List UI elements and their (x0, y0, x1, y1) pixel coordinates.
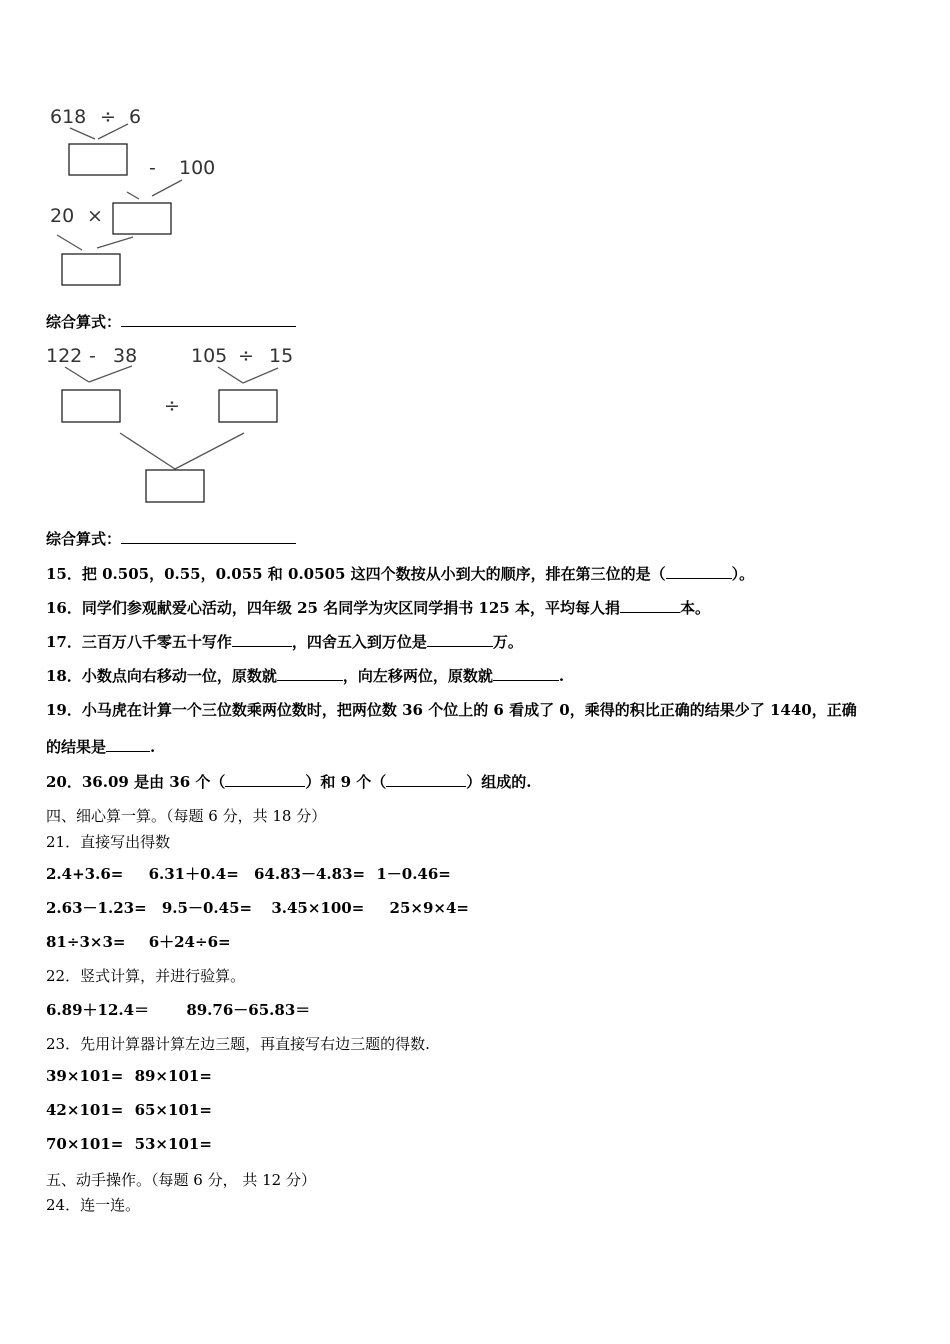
section-5-heading: 五、动手操作。（每题 6 分， 共 12 分） (46, 1171, 316, 1189)
q23-item: 39×101= (46, 1067, 124, 1085)
q19-text-line2a: 的结果是 (46, 738, 107, 756)
q18-blank-1[interactable] (277, 665, 343, 681)
q21-item: 2.4+3.6= (46, 865, 124, 883)
q21-item: 9.5－0.45= (161, 899, 253, 917)
q20-text-c: ）组成的. (466, 773, 532, 791)
formula-label-2: 综合算式： (46, 530, 122, 548)
d2-left-b: 38 (113, 345, 138, 367)
q18-text-a: 18．小数点向右移动一位，原数就 (46, 667, 277, 685)
d1-low-op: × (87, 205, 103, 227)
q22-item: 6.89＋12.4＝ (46, 1001, 150, 1019)
question-19-line-1 (46, 699, 857, 720)
q21-title: 21．直接写出得数 (46, 833, 171, 851)
q17-text-b: ，四舍五入到万位是 (291, 633, 427, 651)
q23-item: 42×101= (46, 1101, 124, 1119)
q20-text-a: 20．36.09 是由 36 个（ (46, 773, 226, 791)
q21-row-1 (46, 863, 451, 884)
q19-text-line2b: . (150, 738, 156, 756)
q18-text-c: . (558, 667, 565, 685)
formula-line-2 (46, 528, 296, 549)
q21-item: 1－0.46= (376, 865, 451, 883)
q23-item: 65×101= (134, 1101, 212, 1119)
q24-title: 24．连一连。 (46, 1196, 141, 1214)
question-16 (46, 597, 710, 618)
q23-item: 53×101= (134, 1135, 212, 1153)
q17-blank-2[interactable] (427, 631, 493, 647)
q22-item: 89.76－65.83＝ (186, 1001, 311, 1019)
q15-blank[interactable] (666, 563, 732, 579)
d1-low-left: 20 (50, 205, 75, 227)
q23-row-2 (46, 1101, 212, 1119)
d2-box-right (219, 390, 277, 422)
question-20 (46, 771, 532, 792)
q20-text-b: ）和 9 个（ (305, 773, 387, 791)
d2-box-left (62, 390, 120, 422)
diagram-2 (0, 0, 950, 520)
q23-title: 23．先用计算器计算左边三题，再直接写右边三题的得数. (46, 1035, 430, 1053)
d2-box-result (146, 470, 204, 502)
q18-text-b: ，向左移两位，原数就 (342, 667, 493, 685)
q18-blank-2[interactable] (493, 665, 559, 681)
formula-label-1: 综合算式： (46, 313, 122, 331)
q17-text-a: 17．三百万八千零五十写作 (46, 633, 232, 651)
q21-row-2 (46, 897, 469, 918)
q21-row-3 (46, 931, 231, 952)
d2-left-op: - (89, 345, 96, 367)
q23-row-1 (46, 1067, 212, 1085)
question-17 (46, 631, 523, 652)
q22-title: 22．竖式计算，并进行验算。 (46, 967, 246, 985)
d2-mid-op: ÷ (164, 395, 180, 417)
d2-right-a: 105 (191, 345, 228, 367)
q21-item: 2.63－1.23= (46, 899, 147, 917)
d1-top-op: ÷ (100, 106, 116, 128)
q19-text-line1: 19．小马虎在计算一个三位数乘两位数时，把两位数 36 个位上的 6 看成了 0，乘得的积比正确的结果少了 1440，正确 (46, 701, 857, 719)
d2-left-a: 122 (46, 345, 83, 367)
q16-text-a: 16．同学们参观献爱心活动，四年级 25 名同学为灾区同学捐书 125 本，平均每人捐 (46, 599, 620, 617)
q23-row-3 (46, 1135, 212, 1153)
q21-item: 6＋24÷6= (148, 933, 231, 951)
question-18 (46, 665, 564, 686)
q16-text-b: 本。 (679, 599, 710, 617)
q17-text-c: 万。 (492, 633, 523, 651)
d1-top-right: 6 (129, 106, 142, 128)
d2-right-op: ÷ (238, 345, 254, 367)
q22-items (46, 999, 310, 1020)
q21-item: 6.31＋0.4= (148, 865, 239, 883)
q15-text-a: 15．把 0.505，0.55，0.055 和 0.0505 这四个数按从小到大的顺序，排在第三位的是（ (46, 565, 666, 583)
q19-blank[interactable] (106, 736, 150, 752)
q16-blank[interactable] (620, 597, 680, 613)
question-15 (46, 563, 754, 584)
section-4-heading: 四、细心算一算。（每题 6 分，共 18 分） (46, 807, 327, 825)
d2-right-b: 15 (269, 345, 294, 367)
q20-blank-2[interactable] (386, 771, 466, 787)
d1-mid-op: - (149, 157, 156, 179)
d1-top-left: 618 (50, 106, 87, 128)
q21-item: 25×9×4= (389, 899, 469, 917)
q23-item: 70×101= (46, 1135, 124, 1153)
q20-blank-1[interactable] (225, 771, 305, 787)
q23-item: 89×101= (134, 1067, 212, 1085)
formula-blank-2[interactable] (121, 528, 296, 544)
q15-text-b: ）。 (731, 565, 755, 583)
q21-item: 64.83－4.83= (254, 865, 366, 883)
q21-item: 81÷3×3= (46, 933, 126, 951)
q17-blank-1[interactable] (232, 631, 292, 647)
d1-mid-right: 100 (179, 157, 216, 179)
question-19-line-2 (46, 736, 155, 757)
q21-item: 3.45×100= (271, 899, 365, 917)
